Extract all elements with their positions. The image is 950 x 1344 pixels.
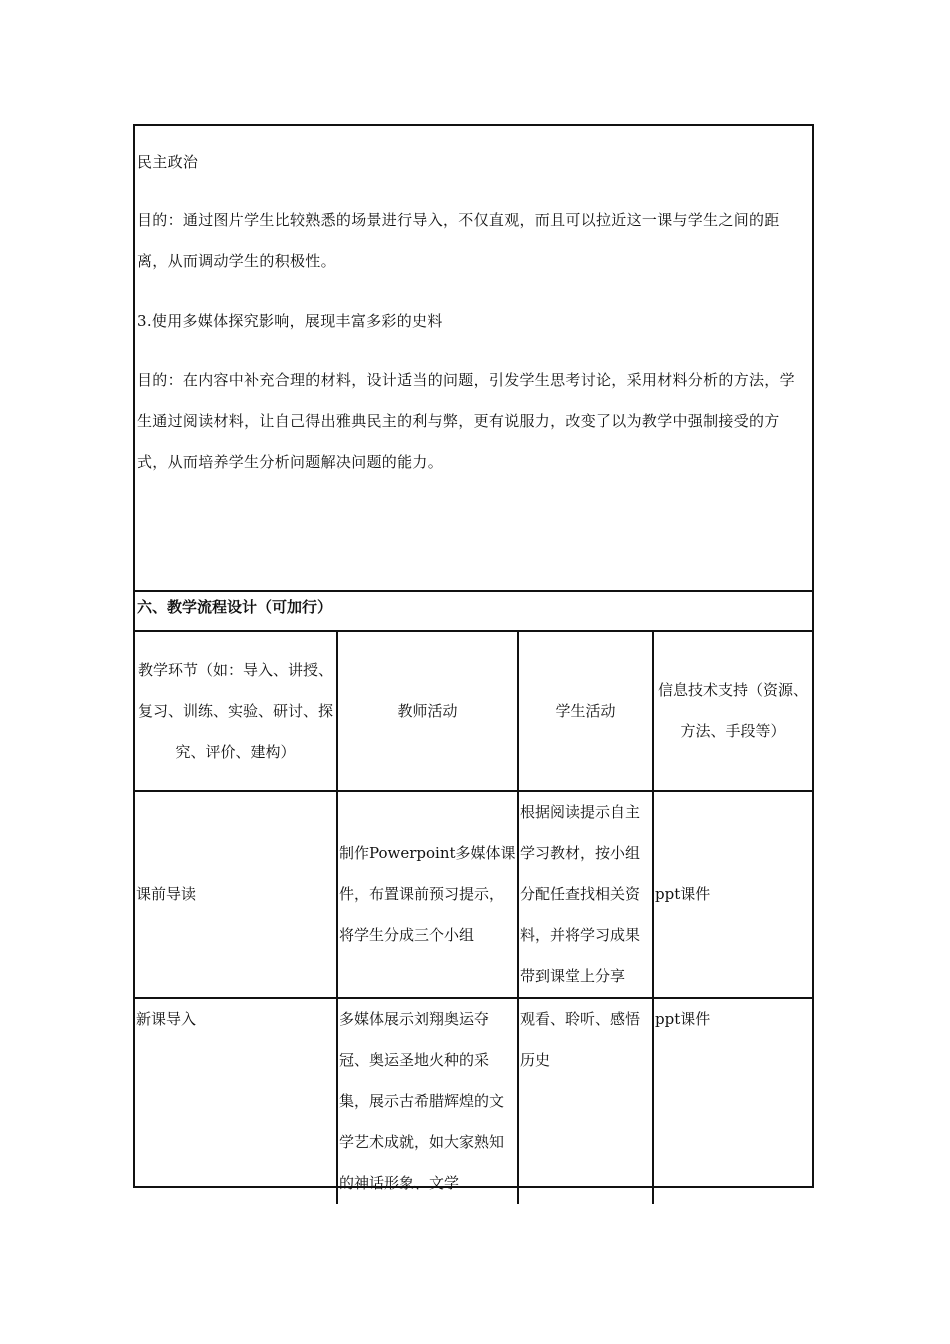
table-row [135, 791, 812, 998]
student-cell [518, 998, 653, 1204]
stage-text: 课前导读 [136, 885, 197, 903]
header-teacher-label: 教师活动 [397, 701, 458, 720]
header-teacher-activity [337, 632, 518, 791]
teacher-cell [337, 791, 518, 998]
student-cell [518, 791, 653, 998]
paragraph-purpose-1: 目的：通过图片学生比较熟悉的场景进行导入，不仅直观，而且可以拉近这一课与学生之间的距离，从而调动学生的积极性。 [137, 211, 780, 270]
tech-cell [653, 791, 812, 998]
stage-cell [135, 791, 337, 998]
purpose-section [135, 126, 812, 592]
paragraph-item-3: 3.使用多媒体探究影响，展现丰富多彩的史料 [137, 312, 443, 330]
student-text: 观看、聆听、感悟历史 [520, 1010, 641, 1069]
teaching-flow-table [135, 632, 812, 1204]
stage-cell [135, 998, 337, 1204]
paragraph-democracy: 民主政治 [137, 153, 199, 171]
student-text: 根据阅读提示自主学习教材，按小组分配任查找相关资料，并将学习成果带到课堂上分享 [520, 803, 641, 985]
header-stage-label: 教学环节（如：导入、讲授、复习、训练、实验、研讨、探究、评价、建构） [137, 660, 333, 761]
tech-cell [653, 998, 812, 1204]
paragraph-purpose-2: 目的：在内容中补充合理的材料，设计适当的问题，引发学生思考讨论，采用材料分析的方法，学生通过阅读材料，让自己得出雅典民主的利与弊，更有说服力，改变了以为教学中强制接受的方式，从而培养学生分析问题解决问题的能力。 [137, 371, 795, 471]
stage-text: 新课导入 [136, 1010, 197, 1028]
header-student-label: 学生活动 [555, 701, 616, 720]
header-student-activity [518, 632, 653, 791]
document-frame [133, 124, 814, 1192]
section-title: 六、教学流程设计（可加行） [135, 592, 812, 632]
tech-text: ppt课件 [655, 1010, 711, 1028]
header-tech-support [653, 632, 812, 791]
table-row [135, 998, 812, 1204]
table-header-row [135, 632, 812, 791]
teacher-text: 制作Powerpoint多媒体课件，布置课前预习提示，将学生分成三个小组 [339, 844, 516, 944]
tech-text: ppt课件 [655, 885, 711, 903]
teacher-cell [337, 998, 518, 1204]
teacher-text: 多媒体展示刘翔奥运夺冠、奥运圣地火种的采集，展示古希腊辉煌的文学艺术成就，如大家熟知的神话形象、文学 [339, 1010, 505, 1192]
header-teaching-stage [135, 632, 337, 791]
header-tech-label: 信息技术支持（资源、方法、手段等） [657, 681, 808, 740]
